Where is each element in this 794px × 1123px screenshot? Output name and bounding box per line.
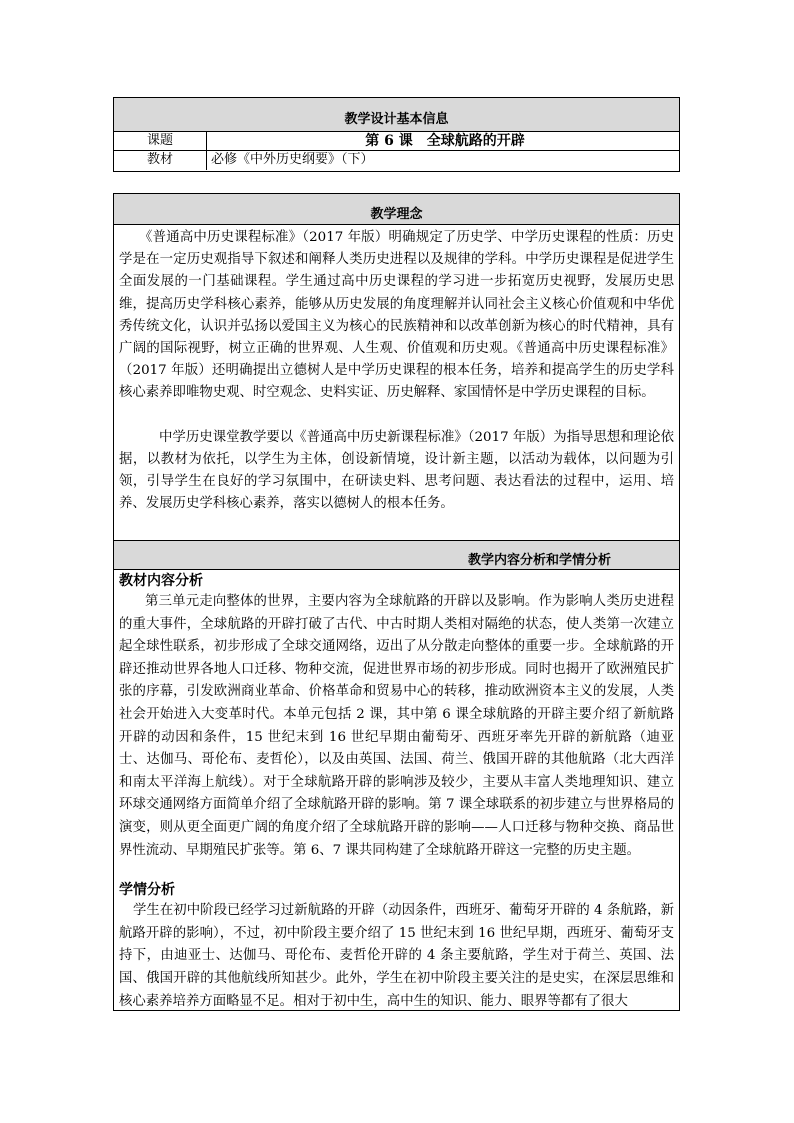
teaching-philosophy-header <box>114 194 679 225</box>
learner-analysis-paragraph: 学生在初中阶段已经学习过新航路的开辟（动因条件，西班牙、葡萄牙开辟的 4 条航路，新航路开辟的影响），不过，初中阶段主要介绍了 15 世纪末到 16 世纪早期，西班牙、葡萄牙支持下，由迪亚士、达伽马、哥伦布、麦哲伦开辟的 4 条主要航路，学生对于荷兰、英国、法国、俄国开辟的其他航线所知甚少。此外，学生在初中阶段主要关注的是史实，在深层思维和核心素养培养方面略显不足。相对于初中生，高中生的知识、能力、眼界等都有了很大 <box>119 903 674 1009</box>
teaching-philosophy-body <box>114 225 679 541</box>
analysis-header <box>114 541 679 570</box>
topic-label: 课题 <box>114 132 207 150</box>
topic-row <box>114 132 679 151</box>
textbook-analysis-paragraph: 第三单元走向整体的世界，主要内容为全球航路的开辟以及影响。作为影响人类历史进程的重大事件，全球航路的开辟打破了古代、中古时期人类相对隔绝的状态，使人类第一次建立起全球性联系，初步形成了全球交通网络，迈出了从分散走向整体的重要一步。全球航路的开辟还推动世界各地人口迁移、物种交流，促进世界市场的初步形成。同时也揭开了欧洲殖民扩张的序幕，引发欧洲商业革命、价格革命和贸易中心的转移，推动欧洲资本主义的发展，人类社会开始进入大变革时代。本单元包括 2 课，其中第 6 课全球航路的开辟主要介绍了新航路开辟的动因和条件，15 世纪末到 16 世纪早期由葡萄牙、西班牙率先开辟的新航路（迪亚士、达伽马、哥伦布、麦哲伦），以及由英国、法国、荷兰、俄国开辟的其他航路（北大西洋和南太平洋海上航线）。对于全球航路开辟的影响涉及较少，主要从丰富人类地理知识、建立环球交通网络方面简单介绍了全球航路开辟的影响。第 7 课全球联系的初步建立与世界格局的演变，则从更全面更广阔的角度介绍了全球航路开辟的影响——人口迁移与物种交换、商品世界性流动、早期殖民扩张等。第 6、7 课共同构建了全球航路开辟这一完整的历史主题。 <box>119 594 674 858</box>
basic-info-header-text: 教学设计基本信息 <box>344 112 449 127</box>
analysis-header-text: 教学内容分析和学情分析 <box>467 553 611 568</box>
paragraph-gap <box>114 405 679 427</box>
section-gap <box>114 862 679 880</box>
basic-info-header <box>114 98 679 132</box>
analysis-body <box>114 570 679 1011</box>
textbook-row <box>114 151 679 170</box>
philosophy-paragraph-2: 中学历史课堂教学要以《普通高中历史新课程标准》（2017 年版）为指导思想和理论依据，以教材为依托，以学生为主体，创设新情境，设计新主题，以活动为载体，以问题为引领，引导学生在良好的学习氛围中，在研读史料、思考问题、表达看法的过程中，运用、培养、发展历史学科核心素养，落实以德树人的根本任务。 <box>119 429 674 512</box>
main-table <box>113 193 680 1011</box>
textbook-value: 必修《中外历史纲要》（下） <box>211 152 374 167</box>
philosophy-paragraph-1: 《普通高中历史课程标准》（2017 年版）明确规定了历史学、中学历史课程的性质：历史学是在一定历史观指导下叙述和阐释人类历史进程以及规律的学科。中学历史课程是促进学生全面发展的一门基础课程。学生通过高中历史课程的学习进一步拓宽历史视野，发展历史思维，提高历史学科核心素养，能够从历史发展的角度理解并认同社会主义核心价值观和中华优秀传统文化，认识并弘扬以爱国主义为核心的民族精神和以改革创新为核心的时代精神，具有广阔的国际视野，树立正确的世界观、人生观、价值观和历史观。《普通高中历史课程标准》（2017 年版）还明确提出立德树人是中学历史课程的根本任务，培养和提高学生的历史学科核心素养即唯物史观、时空观念、史料实证、历史解释、家国情怀是中学历史课程的目标。 <box>119 230 674 401</box>
textbook-analysis-title: 教材内容分析 <box>119 573 203 589</box>
textbook-label: 教材 <box>114 151 207 170</box>
basic-info-table <box>113 97 680 172</box>
topic-value: 第 6 课 全球航路的开辟 <box>365 133 525 149</box>
learner-analysis-title: 学情分析 <box>119 882 175 899</box>
teaching-philosophy-header-text: 教学理念 <box>370 207 423 222</box>
